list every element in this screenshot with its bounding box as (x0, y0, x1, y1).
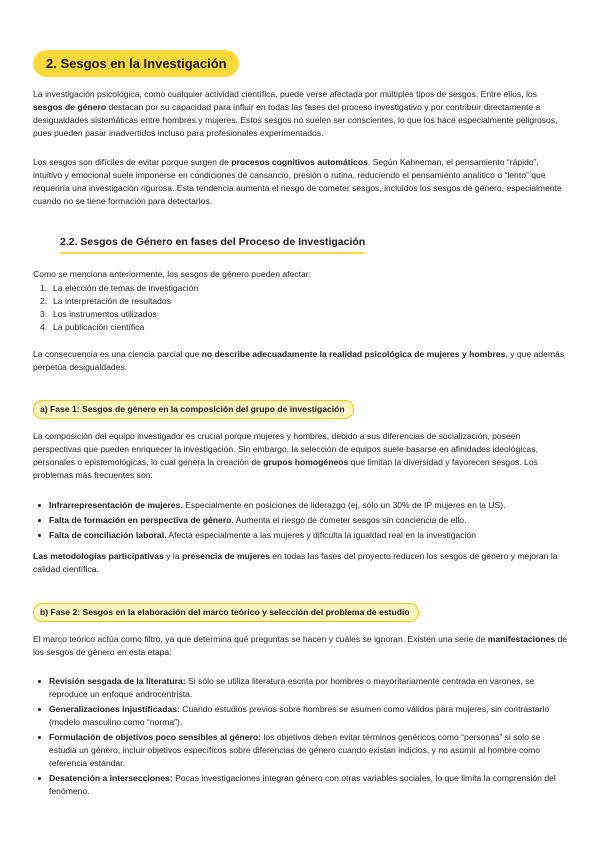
subsection-lead (33, 268, 568, 334)
list-text: La elección de temas de investigación (53, 283, 199, 293)
bold-text: grupos homogéneos (263, 457, 349, 467)
text: , y que además perpetúa desigualdades. (33, 349, 565, 372)
bullet-item (33, 731, 568, 770)
list-item (33, 295, 568, 308)
phase1-label: a) Fase 1: Sesgos de género en la composición del grupo de investigación (33, 400, 354, 419)
bold-text: Falta de formación en perspectiva de género. (49, 515, 234, 525)
bold-text: sesgos de género (33, 102, 107, 112)
bullet-item (33, 529, 568, 542)
list-text: La publicación científica (53, 322, 145, 332)
phase1-paragraph (33, 430, 568, 482)
phase1-bullets (33, 499, 568, 544)
bold-text: Revisión sesgada de la literatura: (49, 676, 186, 686)
text: El marco teórico actúa como filtro, ya que determina qué preguntas se hacen y cuáles se ignoran. Existen una serie de (33, 634, 488, 644)
text: Afecta especialmente a las mujeres y dificulta la igualdad real en la investigación (166, 530, 477, 540)
text: Aumenta el riesgo de cometer sesgos sin conciencia de ello. (233, 515, 467, 525)
list-item (33, 282, 568, 295)
bold-text: Generalizaciones injustificadas: (49, 704, 180, 714)
bold-text: procesos cognitivos automáticos (231, 157, 368, 167)
text: . Según Kahneman, el pensamiento “rápido”, intuitivo y emocional suele imponerse en condiciones de cansancio, presión o rutina, reduciendo el pensamiento analítico o “lento” que requeriría una investigación rigurosa. Esta tendencia aumenta el riesgo de cometer sesgos, incluidos los sesgos de género, especialmente cuando no se tiene formación para detectarlos. (33, 157, 562, 206)
text: y la (163, 551, 183, 561)
text: La consecuencia es una ciencia parcial que (33, 349, 202, 359)
list-number: 2. (40, 296, 48, 306)
bullet-item (33, 499, 568, 512)
subsection-heading: 2.2. Sesgos de Género en fases del Proceso de Investigación (60, 236, 365, 254)
list-item (33, 308, 568, 321)
lead-text: Como se menciona anteriormente, los sesgos de género pueden afectar: (33, 269, 312, 279)
list-number: 4. (40, 322, 48, 332)
bold-text: Formulación de objetivos poco sensibles al género: (49, 732, 262, 742)
section-heading: 2. Sesgos en la Investigación (33, 50, 239, 77)
bold-text: Infrarrepresentación de mujeres. (49, 500, 183, 510)
text: Especialmente en posiciones de liderazgo (ej, sólo un 30% de IP mujeres en la US). (182, 500, 506, 510)
bold-text: Falta de conciliación laboral. (49, 530, 167, 540)
consequence-paragraph (33, 348, 568, 374)
text: destacan por su capacidad para influir en todas las fases del proceso investigativo y por contribuir directamente a desigualdades sistemáticas entre hombres y mujeres. Estos sesgos no suelen ser conscientes, lo que los hace especialmente peligrosos, pues pueden pasar inadvertidos incluso para profesionales experimentados. (33, 102, 558, 138)
bold-text: no describe adecuadamente la realidad psicológica de mujeres y hombres (201, 349, 506, 359)
intro-paragraph-2 (33, 156, 568, 208)
text: Si sólo se utiliza literatura escrita por hombres o mayoritariamente centrada en varones, se reproduce un enfoque androcentrista. (49, 676, 535, 699)
text: en todas las fases del proyecto reducen los sesgos de género y mejoran la calidad científica. (33, 551, 558, 574)
text: Cuando estudios previos sobre hombres se asumen como válidos para mujeres, sin contrastarlo (modelo masculino como “norma”). (49, 704, 550, 727)
list-number: 3. (40, 309, 48, 319)
text: La investigación psicológica, como cualquier actividad científica, puede verse afectada por múltiples tipos de sesgos. Entre ellos, los (33, 89, 537, 99)
bold-text: Las metodologías participativas (33, 551, 164, 561)
list-number: 1. (40, 283, 48, 293)
bullet-item (33, 703, 568, 729)
text: de los sesgos de género en esta etapa: (33, 634, 568, 657)
bullet-item (33, 514, 568, 527)
phase2-label: b) Fase 2: Sesgos en la elaboración del marco teórico y selección del problema de estudio (33, 603, 419, 622)
list-text: La interpretación de resultados (53, 296, 172, 306)
text: La composición del equipo investigador es crucial porque mujeres y hombres, debido a sus diferencias de socialización, poseen perspectivas que pueden enriquecer la investigación. Sin embargo, la selección de equipos suele basarse en afinidades ideológicas, personales o epistemológicas, lo cual genera la creación de (33, 431, 538, 467)
text: Pocas investigaciones integran género con otras variables sociales, lo que limita la comprensión del fenómeno. (49, 773, 556, 796)
intro-paragraph-1 (33, 88, 568, 140)
numbered-list (33, 282, 568, 334)
text: Los sesgos son difíciles de evitar porque surgen de (33, 157, 232, 167)
bold-text: manifestaciones (487, 634, 556, 644)
list-item (33, 321, 568, 334)
phase1-closing (33, 550, 568, 576)
phase2-bullets (33, 675, 568, 800)
bullet-item (33, 772, 568, 798)
phase2-paragraph (33, 633, 568, 659)
text: los objetivos deben evitar términos genéricos como “personas” si solo se estudia un género, incluir objetivos específicos sobre diferencias de género cuando existan indicios, y no asumir al hombre como referencia estándar. (49, 732, 541, 768)
list-text: Los instrumentos utilizados (53, 309, 157, 319)
bullet-item (33, 675, 568, 701)
bold-text: Desatención a intersecciones: (49, 773, 173, 783)
text: que limitan la diversidad y favorecen sesgos. Los problemas más frecuentes son: (33, 457, 538, 480)
bold-text: presencia de mujeres (182, 551, 270, 561)
